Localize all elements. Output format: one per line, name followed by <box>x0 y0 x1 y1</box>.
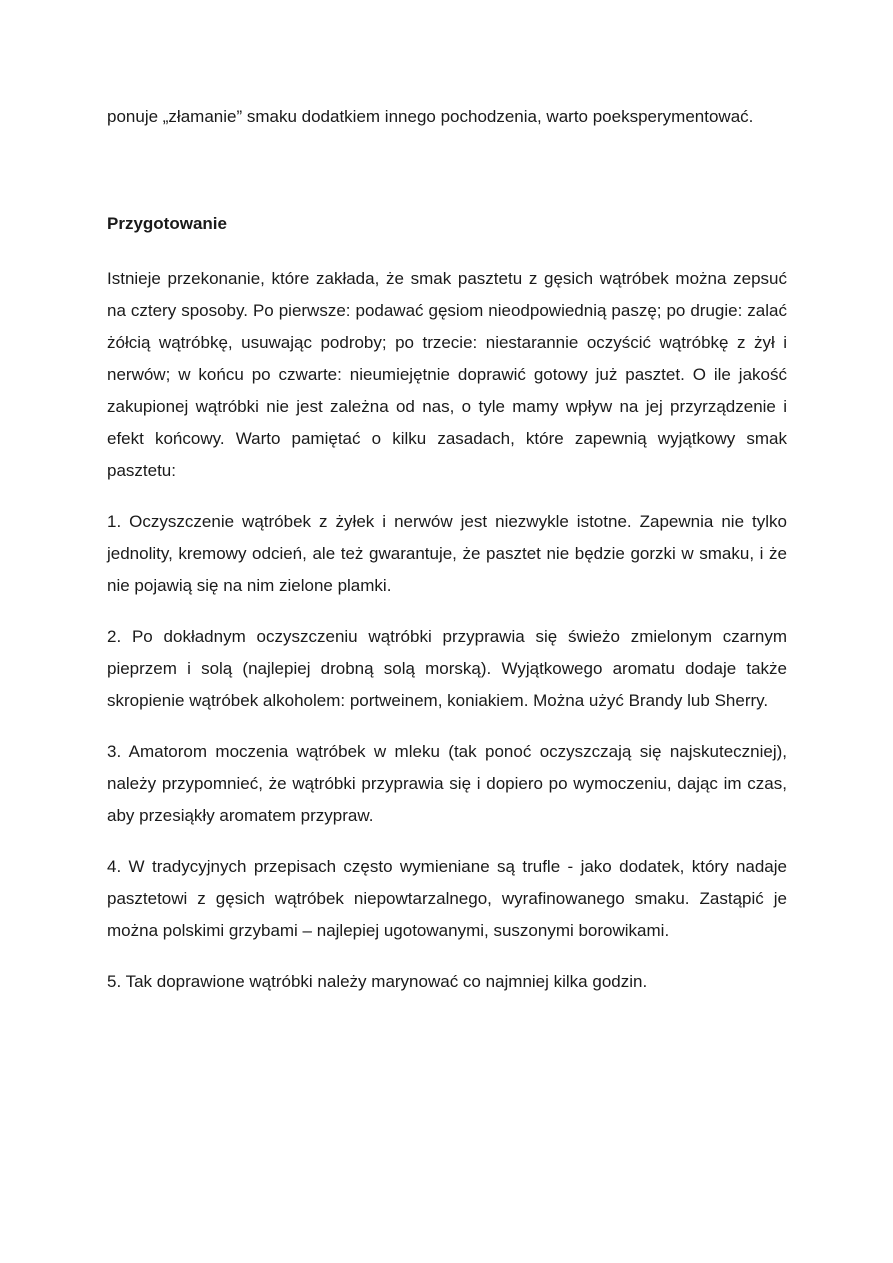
intro-paragraph: ponuje „złamanie” smaku dodatkiem innego pochodzenia, warto poeksperymentować. <box>107 107 754 126</box>
list-item: 5. Tak doprawione wątróbki należy marynować co najmniej kilka godzin. <box>107 972 648 991</box>
list-item: 4. W tradycyjnych przepisach często wymieniane są trufle - jako dodatek, który nadaje pasztetowi z gęsich wątróbek niepowtarzalnego, wyrafinowanego smaku. Zastąpić je można polskimi grzybami – najlepiej ugotowanymi, suszonymi borowikami. <box>107 857 787 940</box>
page-content <box>107 101 787 998</box>
numbered-list <box>107 506 787 998</box>
list-item: 2. Po dokładnym oczyszczeniu wątróbki przyprawia się świeżo zmielonym czarnym pieprzem i solą (najlepiej drobną solą morską). Wyjątkowego aromatu dodaje także skropienie wątróbek alkoholem: portweinem, koniakiem. Można użyć Brandy lub Sherry. <box>107 627 787 710</box>
section-heading: Przygotowanie <box>107 214 227 233</box>
list-item: 1. Oczyszczenie wątróbek z żyłek i nerwów jest niezwykle istotne. Zapewnia nie tylko jednolity, kremowy odcień, ale też gwarantuje, że pasztet nie będzie gorzki w smaku, i że nie pojawią się na nim zielone plamki. <box>107 512 787 595</box>
section-paragraph: Istnieje przekonanie, które zakłada, że smak pasztetu z gęsich wątróbek można zepsuć na cztery sposoby. Po pierwsze: podawać gęsiom nieodpowiednią paszę; po drugie: zalać żółcią wątróbkę, usuwając podroby; po trzecie: niestarannie oczyścić wątróbkę z żył i nerwów; w końcu po czwarte: nieumiejętnie doprawić gotowy już pasztet. O ile jakość zakupionej wątróbki nie jest zależna od nas, o tyle mamy wpływ na jej przyrządzenie i efekt końcowy. Warto pamiętać o kilku zasadach, które zapewnią wyjątkowy smak pasztetu: <box>107 269 787 480</box>
list-item: 3. Amatorom moczenia wątróbek w mleku (tak ponoć oczyszczają się najskuteczniej), należy przypomnieć, że wątróbki przyprawia się i dopiero po wymoczeniu, dając im czas, aby przesiąkły aromatem przypraw. <box>107 742 787 825</box>
